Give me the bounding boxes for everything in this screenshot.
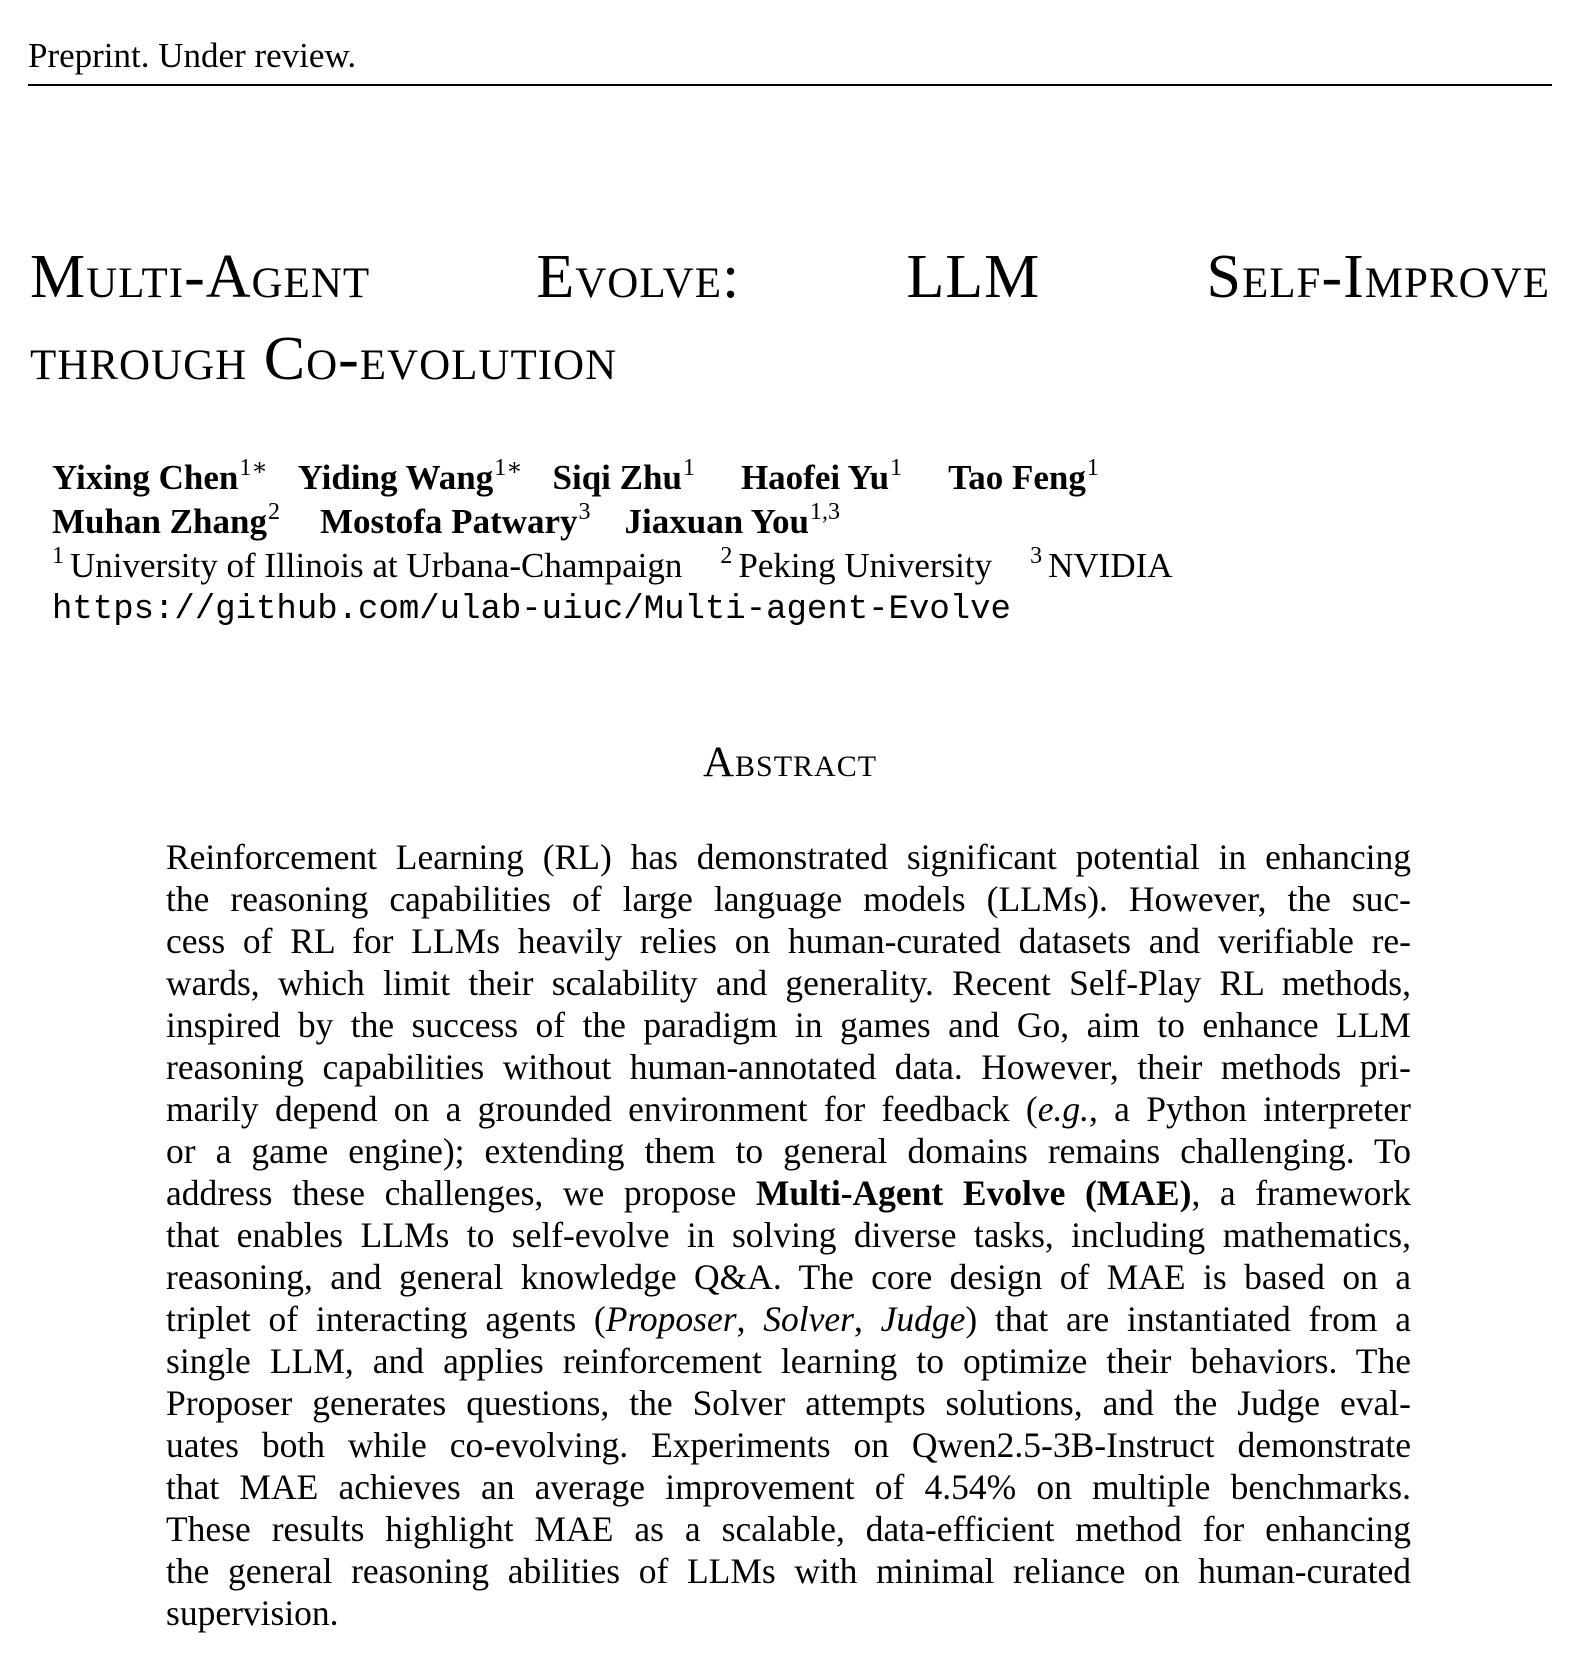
affiliation-list (52, 544, 1201, 588)
paper-title (30, 236, 1550, 400)
affiliation-mark: 1 (52, 543, 64, 569)
abstract-line: single LLM, and applies reinforcement learning to optimize their behaviors. The (166, 1341, 1411, 1381)
abstract-text: marily depend on a grounded environment for feedback ( (166, 1089, 1038, 1129)
abstract-line: uates both while co-evolving. Experiments on Qwen2.5-3B-Instruct demonstrate (166, 1425, 1411, 1465)
abstract-heading: Abstract (702, 739, 878, 786)
author-name: Mostofa Patwary (319, 502, 578, 541)
abstract-line (166, 1088, 1411, 1130)
author-affiliation-mark: 1,3 (810, 499, 840, 525)
repository-link[interactable]: https://github.com/ulab-uiuc/Multi-agent-Evolve (52, 591, 1011, 629)
author-affiliation-mark: 1∗ (239, 455, 268, 481)
author-name: Jiaxuan You (624, 502, 809, 541)
agent-role-solver: Solver (763, 1299, 854, 1339)
author-name: Yiding Wang (297, 458, 494, 497)
abstract-line: the reasoning capabilities of large language models (LLMs). However, the suc- (166, 879, 1411, 919)
author-name: Yixing Chen (52, 458, 239, 497)
author-row-2 (52, 500, 1129, 544)
author-affiliation-mark: 2 (267, 499, 280, 525)
affiliation (720, 544, 992, 588)
author (52, 456, 268, 500)
author-row-1 (52, 456, 1129, 500)
abstract-line: the general reasoning abilities of LLMs with minimal reliance on human-curated (166, 1551, 1411, 1591)
author-name: Siqi Zhu (552, 458, 682, 497)
abstract-text: , (853, 1299, 881, 1339)
author-affiliation-mark: 1∗ (494, 455, 523, 481)
abstract-line: inspired by the success of the paradigm in games and Go, aim to enhance LLM (166, 1005, 1411, 1045)
author (741, 456, 902, 500)
affiliation-mark: 3 (1030, 543, 1043, 569)
abstract-line: reasoning capabilities without human-annotated data. However, their methods pri- (166, 1047, 1411, 1087)
abstract-line: supervision. (166, 1593, 339, 1633)
title-line-1 (30, 236, 1550, 318)
author (52, 500, 280, 544)
author-name: Tao Feng (948, 458, 1086, 497)
affiliation-mark: 2 (720, 543, 733, 569)
author-name: Muhan Zhang (52, 502, 267, 541)
title-line-2: through Co-evolution (30, 325, 618, 393)
abstract-line: wards, which limit their scalability and generality. Recent Self-Play RL methods, (166, 963, 1411, 1003)
framework-name: Multi-Agent Evolve (MAE) (755, 1173, 1192, 1213)
title-word: Evolve: (536, 243, 741, 311)
author-name: Haofei Yu (740, 458, 890, 497)
abstract-text: , a Python interpreter (1089, 1089, 1411, 1129)
title-word: Multi-Agent (30, 243, 371, 311)
abstract-line (166, 1298, 1411, 1340)
affiliation (1030, 544, 1172, 588)
abstract-text: triplet of interacting agents ( (166, 1299, 606, 1339)
author (625, 500, 840, 544)
author-affiliation-mark: 3 (578, 499, 591, 525)
abstract-text: ) that are instantiated from a (965, 1299, 1412, 1339)
abstract-line (166, 1172, 1411, 1214)
preprint-notice: Preprint. Under review. (28, 36, 357, 75)
abstract-body (166, 836, 1411, 1634)
affiliation-name: Peking University (738, 546, 993, 585)
author-list (52, 456, 1129, 544)
author-affiliation-mark: 1 (1086, 455, 1099, 481)
agent-role-judge: Judge (880, 1299, 966, 1339)
affiliation (52, 544, 682, 588)
author (320, 500, 591, 544)
author (553, 456, 695, 500)
abstract-line: reasoning, and general knowledge Q&A. The core design of MAE is based on a (166, 1257, 1411, 1297)
abstract-text: address these challenges, we propose (166, 1173, 756, 1213)
title-word: LLM (906, 243, 1041, 311)
author-affiliation-mark: 1 (890, 455, 903, 481)
author-affiliation-mark: 1 (682, 455, 695, 481)
abstract-italic-text: e.g. (1037, 1089, 1089, 1129)
abstract-line: or a game engine); extending them to general domains remains challenging. To (166, 1131, 1411, 1171)
author (948, 456, 1099, 500)
abstract-line: that enables LLMs to self-evolve in solving diverse tasks, including mathematics, (166, 1215, 1411, 1255)
abstract-line: cess of RL for LLMs heavily relies on human-curated datasets and verifiable re- (166, 921, 1411, 961)
abstract-text: , a framework (1191, 1173, 1411, 1213)
agent-role-proposer: Proposer (605, 1299, 737, 1339)
affiliation-name: NVIDIA (1048, 546, 1173, 585)
title-word: Self-Improve (1206, 243, 1550, 311)
page-header (28, 34, 1552, 86)
affiliation-name: University of Illinois at Urbana-Champaign (70, 546, 683, 585)
abstract-text: , (736, 1299, 764, 1339)
abstract-line: These results highlight MAE as a scalable, data-efficient method for enhancing (166, 1509, 1411, 1549)
abstract-line: Reinforcement Learning (RL) has demonstrated significant potential in enhancing (166, 837, 1411, 877)
author (298, 456, 523, 500)
abstract-line: that MAE achieves an average improvement of 4.54% on multiple benchmarks. (166, 1467, 1411, 1507)
abstract-line: Proposer generates questions, the Solver attempts solutions, and the Judge eval- (166, 1383, 1411, 1423)
